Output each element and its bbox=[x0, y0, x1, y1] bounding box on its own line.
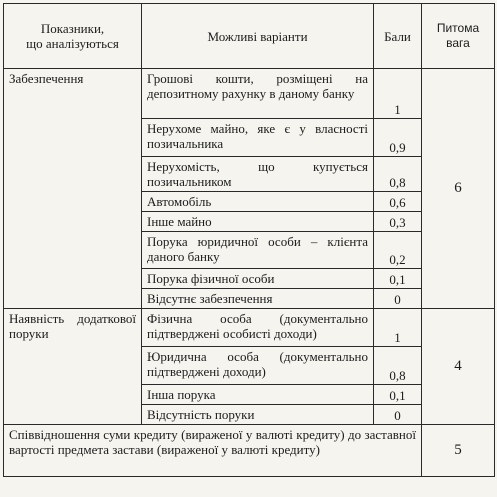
score-cell: 0 bbox=[374, 289, 422, 309]
score-cell: 0,1 bbox=[374, 269, 422, 289]
score-cell: 0,8 bbox=[374, 157, 422, 192]
score-cell: 1 bbox=[374, 309, 422, 347]
score-cell: 0,8 bbox=[374, 347, 422, 385]
header-weight: Питома вага bbox=[422, 4, 495, 69]
score-cell: 0,9 bbox=[374, 119, 422, 157]
table-header-row bbox=[4, 4, 495, 69]
header-score: Бали bbox=[374, 4, 422, 69]
score-cell: 0,1 bbox=[374, 385, 422, 405]
table-row bbox=[4, 309, 495, 347]
score-cell: 0,3 bbox=[374, 212, 422, 232]
option-cell: Порука фізичної особи bbox=[142, 269, 374, 289]
weight-collateral: 6 bbox=[422, 69, 495, 309]
table-row bbox=[4, 69, 495, 119]
header-options: Можливі варіанти bbox=[142, 4, 374, 69]
option-cell: Інше майно bbox=[142, 212, 374, 232]
scoring-table bbox=[3, 3, 495, 477]
score-cell: 0,2 bbox=[374, 232, 422, 269]
indicator-guarantee: Наявність додаткової поруки bbox=[4, 309, 142, 425]
header-indicators: Показники, що аналізуються bbox=[4, 4, 142, 69]
option-cell: Інша порука bbox=[142, 385, 374, 405]
option-cell: Фізична особа (документально підтверджені особисті доходи) bbox=[142, 309, 374, 347]
score-cell: 0 bbox=[374, 405, 422, 425]
weight-loan-to-value: 5 bbox=[422, 425, 495, 477]
option-cell: Відсутнє забезпечення bbox=[142, 289, 374, 309]
indicator-loan-to-value: Співвідношення суми кредиту (вираженої у валюті кредиту) до заставної вартості предмета застави (вираженої у валюті кредиту) bbox=[4, 425, 422, 477]
option-cell: Нерухомість, що купується позичальником bbox=[142, 157, 374, 192]
score-cell: 0,6 bbox=[374, 192, 422, 212]
option-cell: Порука юридичної особи – клієнта даного банку bbox=[142, 232, 374, 269]
option-cell: Нерухоме майно, яке є у власності позичальника bbox=[142, 119, 374, 157]
option-cell: Автомобіль bbox=[142, 192, 374, 212]
option-cell: Грошові кошти, розміщені на депозитному рахунку в даному банку bbox=[142, 69, 374, 119]
score-cell: 1 bbox=[374, 69, 422, 119]
indicator-collateral: Забезпечення bbox=[4, 69, 142, 309]
table-row bbox=[4, 425, 495, 477]
option-cell: Відсутність поруки bbox=[142, 405, 374, 425]
weight-guarantee: 4 bbox=[422, 309, 495, 425]
option-cell: Юридична особа (документально підтверджені доходи) bbox=[142, 347, 374, 385]
